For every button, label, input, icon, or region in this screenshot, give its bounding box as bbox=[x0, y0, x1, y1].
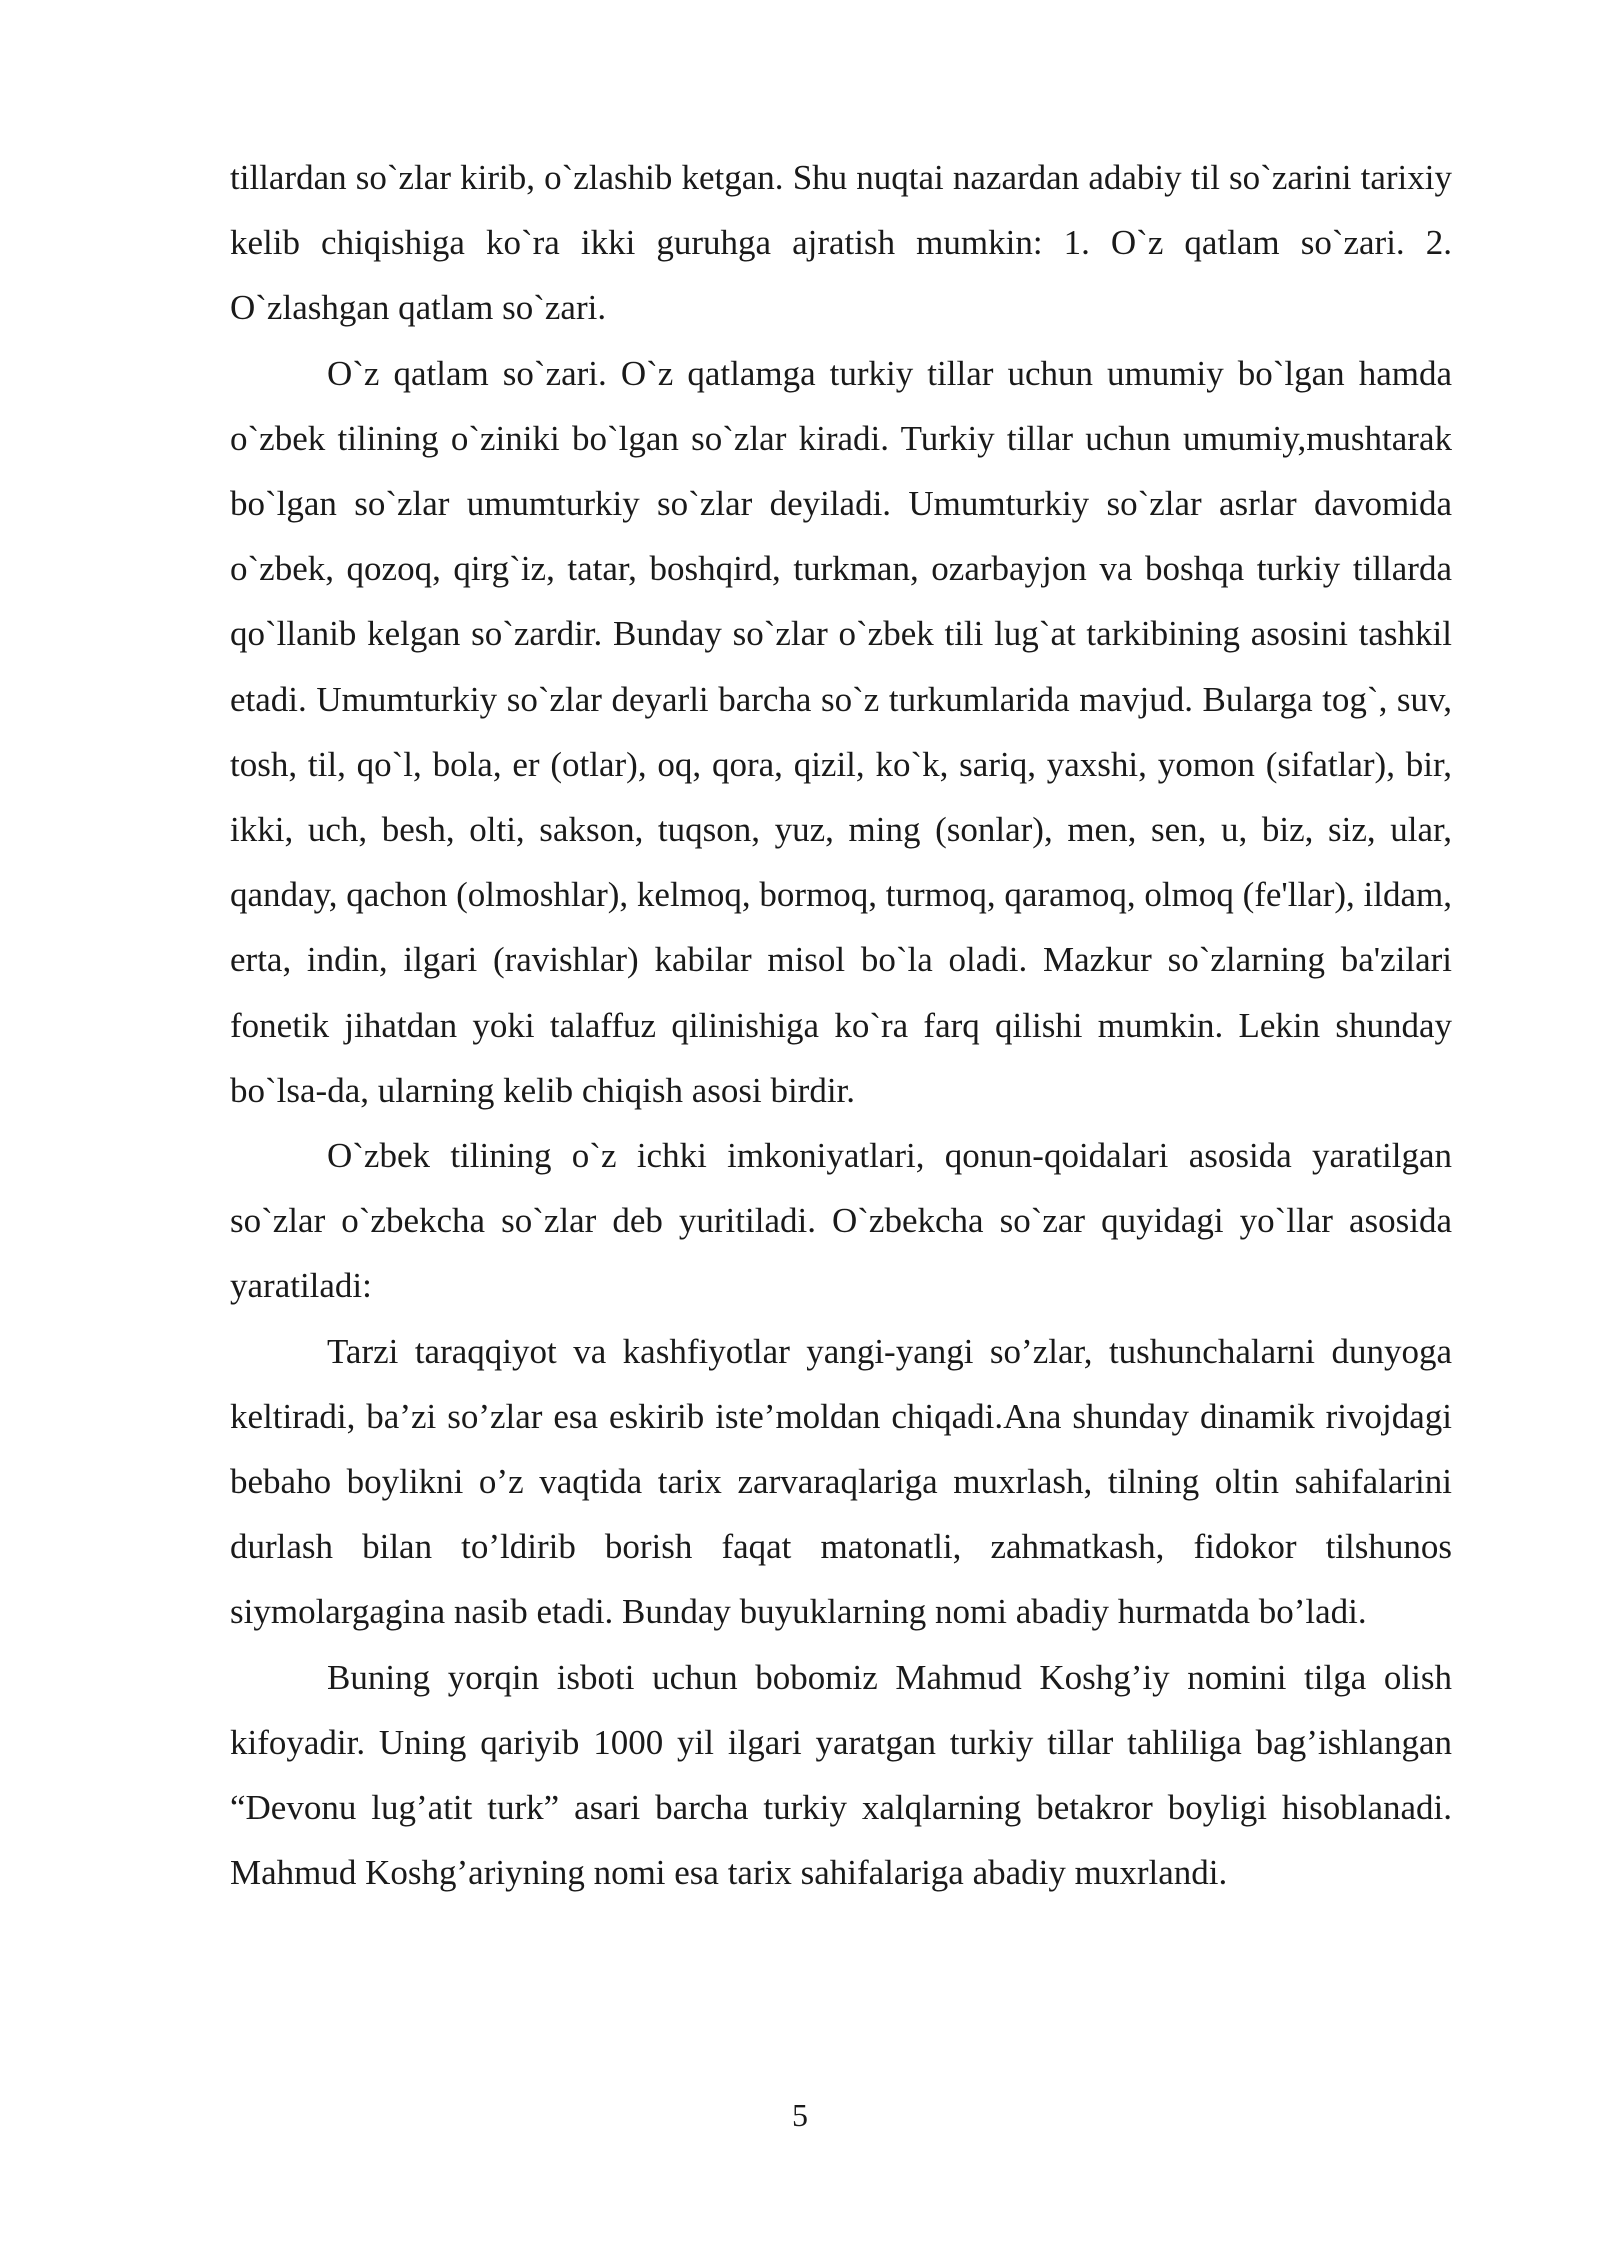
body-text bbox=[230, 145, 1452, 1905]
paragraph-ozbek-tilining: O`zbek tilining o`z ichki imkoniyatlari, qonun-qoidalari asosida yaratilgan so`zlar o`zbekcha so`zlar deb yuritiladi. O`zbekcha so`zar quyidagi yo`llar asosida yaratiladi: bbox=[230, 1136, 1452, 1306]
page-number: 5 bbox=[792, 2097, 808, 2133]
paragraph-continuation: tillardan so`zlar kirib, o`zlashib ketgan. Shu nuqtai nazardan adabiy til so`zarini tarixiy kelib chiqishiga ko`ra ikki guruhga ajratish mumkin: 1. O`z qatlam so`zari. 2. O`zlashgan qatlam so`zari. bbox=[230, 158, 1452, 328]
paragraph-oz-qatlam: O`z qatlam so`zari. O`z qatlamga turkiy tillar uchun umumiy bo`lgan hamda o`zbek tilining o`ziniki bo`lgan so`zlar kiradi. Turkiy tillar uchun umumiy,mushtarak bo`lgan so`zlar umumturkiy so`zlar deyiladi. Umumturkiy so`zlar asrlar davomida o`zbek, qozoq, qirg`iz, tatar, boshqird, turkman, ozarbayjon va boshqa turkiy tillarda qo`llanib kelgan so`zardir. Bunday so`zlar o`zbek tili lug`at tarkibining asosini tashkil etadi. Umumturkiy so`zlar deyarli barcha so`z turkumlarida mavjud. Bularga tog`, suv, tosh, til, qo`l, bola, er (otlar), oq, qora, qizil, ko`k, sariq, yaxshi, yomon (sifatlar), bir, ikki, uch, besh, olti, sakson, tuqson, yuz, ming (sonlar), men, sen, u, biz, siz, ular, qanday, qachon (olmoshlar), kelmoq, bormoq, turmoq, qaramoq, olmoq (fe'llar), ildam, erta, indin, ilgari (ravishlar) kabilar misol bo`la oladi. Mazkur so`zlarning ba'zilari fonetik jihatdan yoki talaffuz qilinishiga ko`ra farq qilishi mumkin. Lekin shunday bo`lsa-da, ularning kelib chiqish asosi birdir. bbox=[230, 353, 1452, 1110]
paragraph-tarzi-taraqqiyot: Tarzi taraqqiyot va kashfiyotlar yangi-yangi so’zlar, tushunchalarni dunyoga keltiradi, ba’zi so’zlar esa eskirib iste’moldan chiqadi.Ana shunday dinamik rivojdagi bebaho boylikni o’z vaqtida tarix zarvaraqlariga muxrlash, tilning oltin sahifalarini durlash bilan to’ldirib borish faqat matonatli, zahmatkash, fidokor tilshunos siymolargagina nasib etadi. Bunday buyuklarning nomi abadiy hurmatda bo’ladi. bbox=[230, 1331, 1452, 1632]
paragraph-mahmud-koshgariy: Buning yorqin isboti uchun bobomiz Mahmud Koshg’iy nomini tilga olish kifoyadir. Uning qariyib 1000 yil ilgari yaratgan turkiy tillar tahliliga bag’ishlangan “Devonu lug’atit turk” asari barcha turkiy xalqlarning betakror boyligi hisoblanadi. Mahmud Koshg’ariyning nomi esa tarix sahifalariga abadiy muxrlandi. bbox=[230, 1657, 1452, 1893]
